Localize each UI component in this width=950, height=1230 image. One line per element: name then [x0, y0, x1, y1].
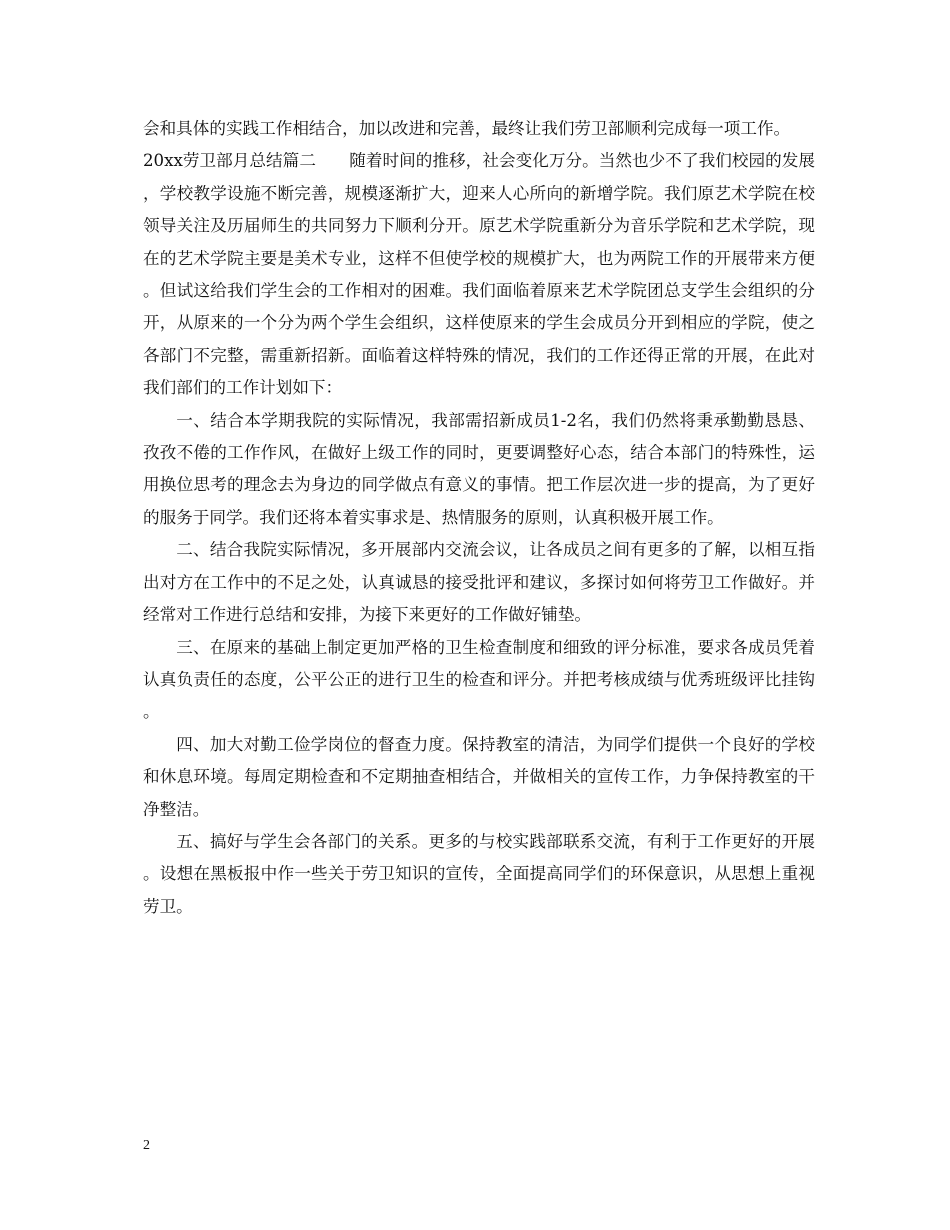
- paragraph-item-four: 四、加大对勤工俭学岗位的督查力度。保持教室的清洁，为同学们提供一个良好的学校和休息环境。每周定期检查和不定期抽查相结合，并做相关的宣传工作，力争保持教室的干净整洁。: [143, 734, 815, 819]
- paragraph-item-two: 二、结合我院实际情况，多开展部内交流会议，让各成员之间有更多的了解，以相互指出对方在工作中的不足之处，认真诚恳的接受批评和建议，多探讨如何将劳卫工作做好。并经常对工作进行总结和安排，为接下来更好的工作做好铺垫。: [143, 540, 815, 625]
- paragraph-item-one: 一、结合本学期我院的实际情况，我部需招新成员1-2名，我们仍然将秉承勤勤恳恳、孜孜不倦的工作作风，在做好上级工作的同时，更要调整好心态，结合本部门的特殊性，运用换位思考的理念去为身边的同学做点有意义的事情。把工作层次进一步的提高，为了更好的服务于同学。我们还将本着实事求是、热情服务的原则，认真积极开展工作。: [143, 410, 815, 527]
- paragraph-item-three: 三、在原来的基础上制定更加严格的卫生检查制度和细致的评分标准，要求各成员凭着认真负责任的态度，公平公正的进行卫生的检查和评分。并把考核成绩与优秀班级评比挂钩。: [143, 637, 815, 722]
- paragraph-continuation: 会和具体的实践工作相结合，加以改进和完善，最终让我们劳卫部顺利完成每一项工作。: [143, 119, 791, 138]
- document-body: [143, 113, 815, 923]
- paragraph-section-two-intro: 20xx劳卫部月总结篇二 随着时间的推移，社会变化万分。当然也少不了我们校园的发展，学校教学设施不断完善，规模逐渐扩大，迎来人心所向的新增学院。我们原艺术学院在校领导关注及历届师生的共同努力下顺利分开。原艺术学院重新分为音乐学院和艺术学院，现在的艺术学院主要是美术专业，这样不但使学校的规模扩大，也为两院工作的开展带来方便。但试这给我们学生会的工作相对的困难。我们面临着原来艺术学院团总支学生会组织的分开，从原来的一个分为两个学生会组织，这样使原来的学生会成员分开到相应的学院，使之各部门不完整，需重新招新。面临着这样特殊的情况，我们的工作还得正常的开展，在此对我们部们的工作计划如下：: [143, 151, 815, 398]
- page-number: 2: [143, 1138, 150, 1153]
- paragraph-item-five: 五、搞好与学生会各部门的关系。更多的与校实践部联系交流，有利于工作更好的开展。设想在黑板报中作一些关于劳卫知识的宣传，全面提高同学们的环保意识，从思想上重视劳卫。: [143, 831, 815, 916]
